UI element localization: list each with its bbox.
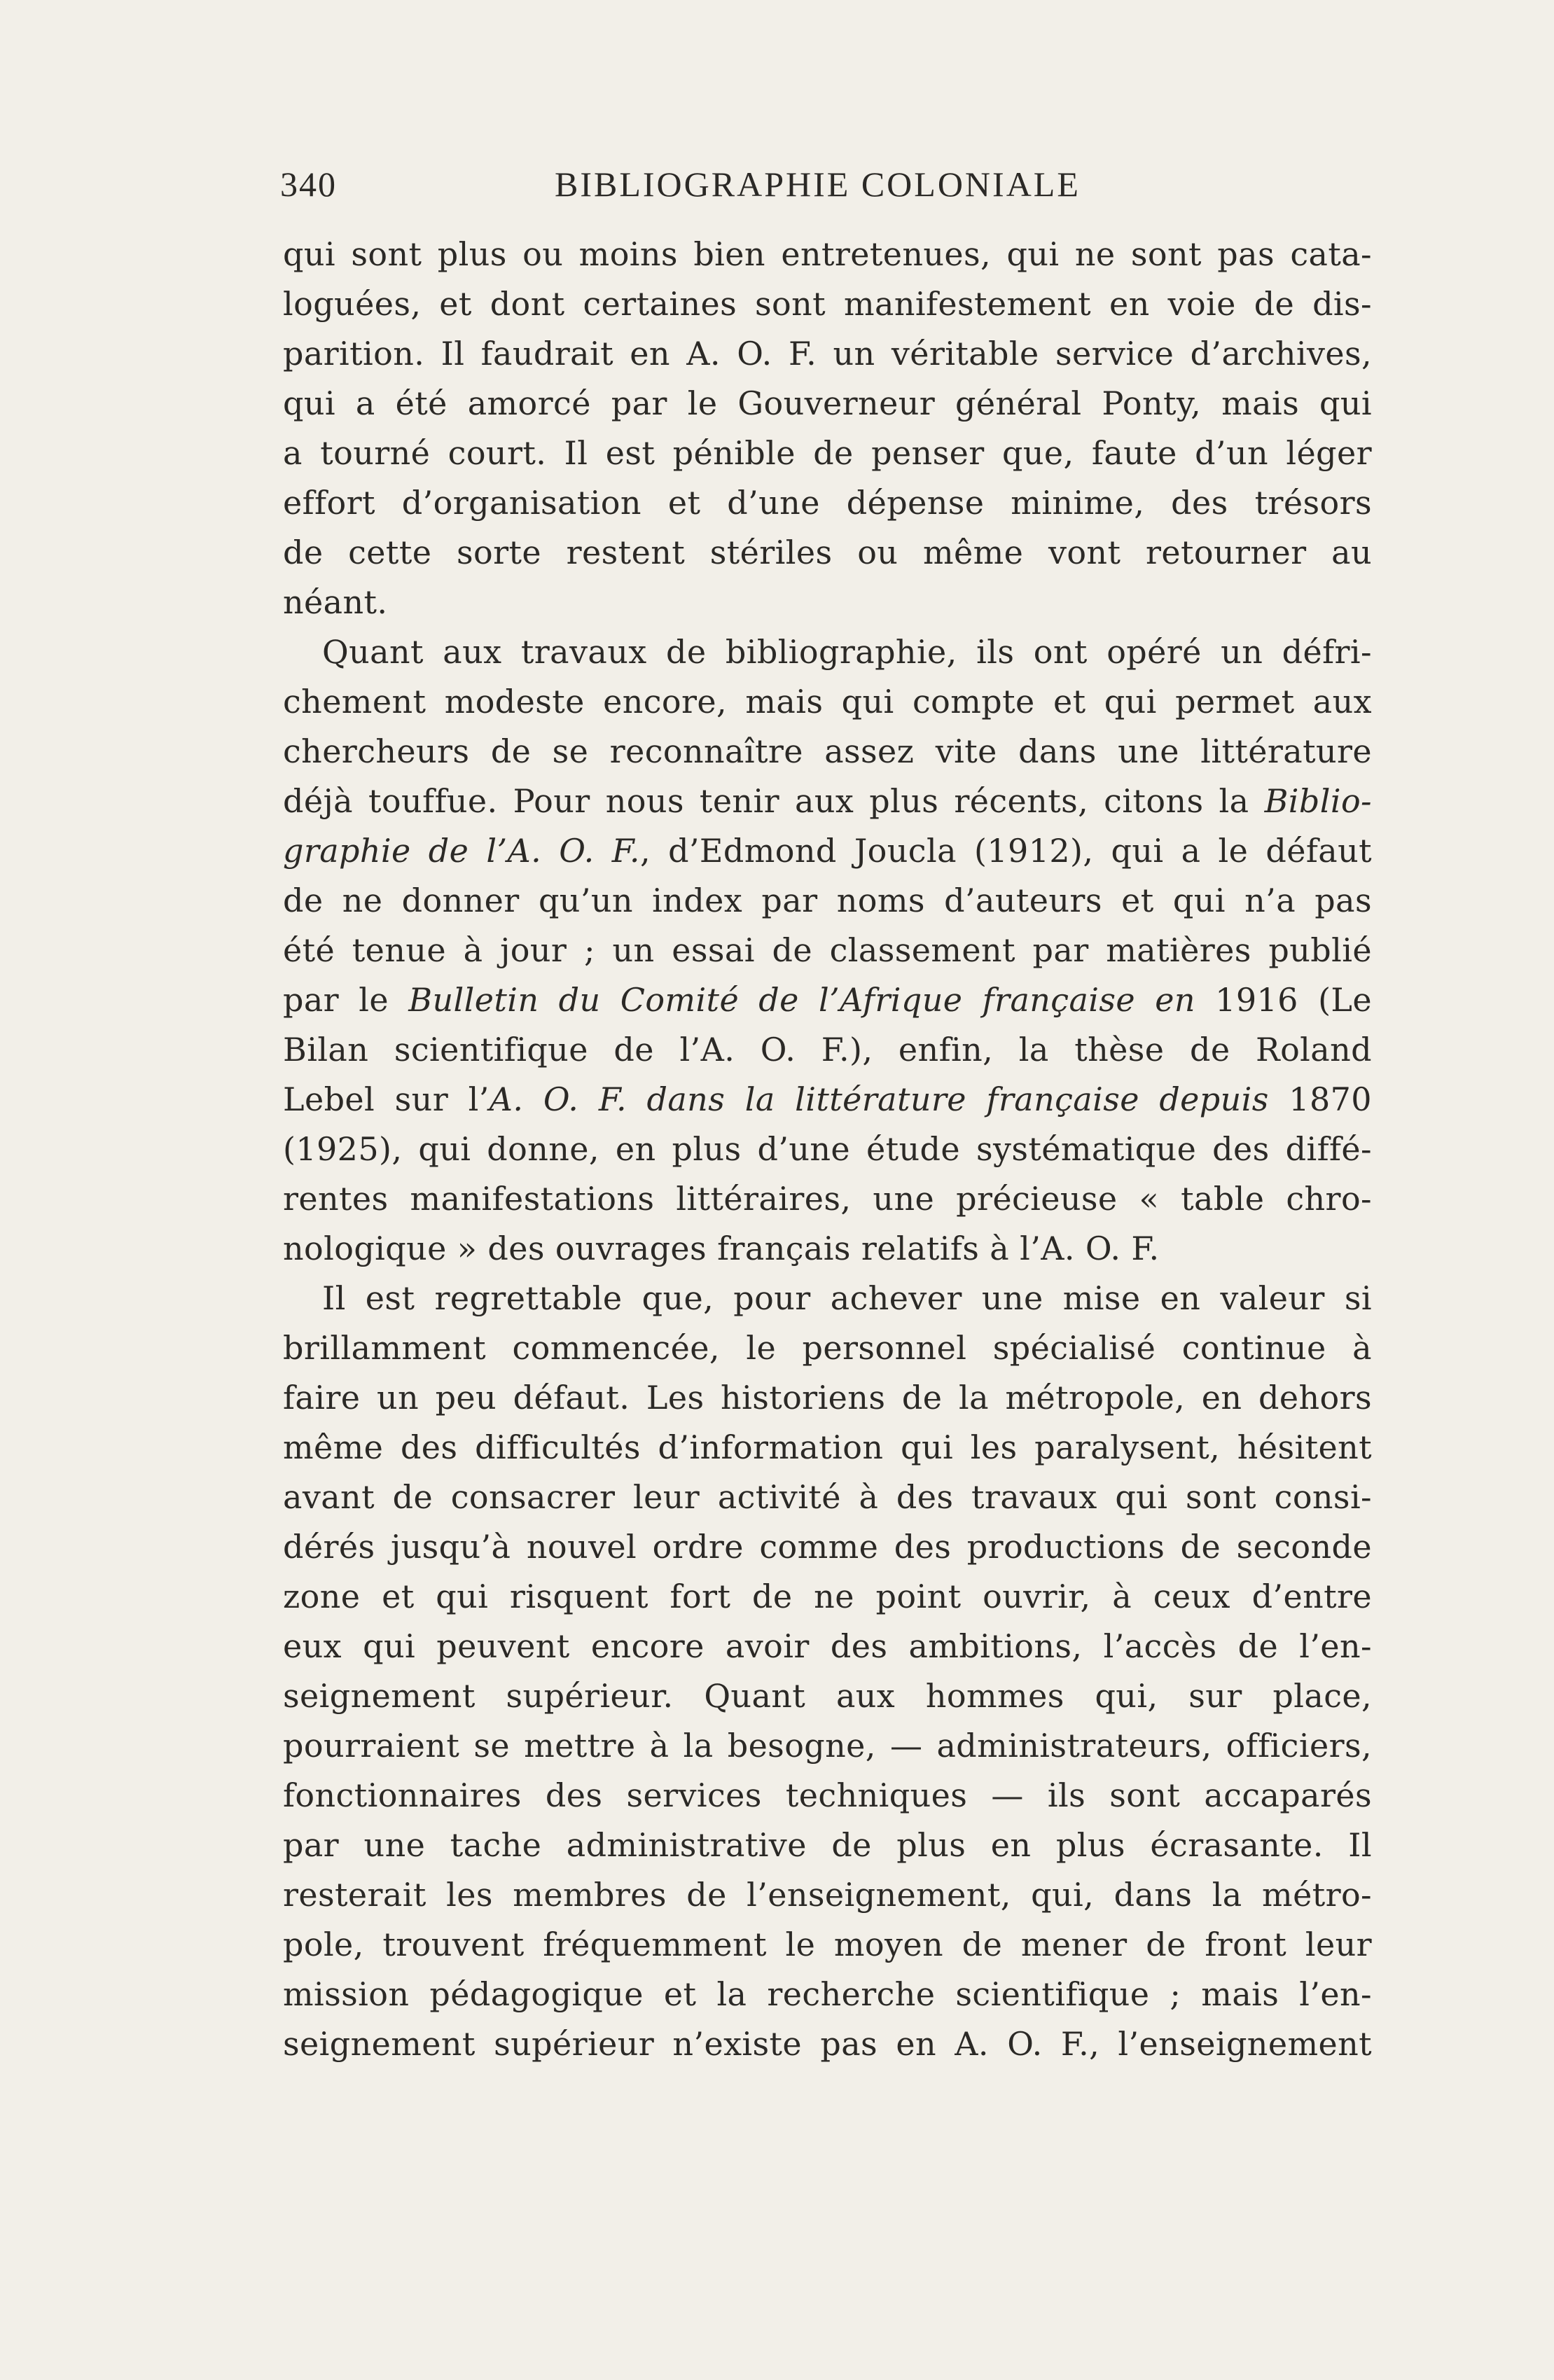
text-line: eux qui peuvent encore avoir des ambitions, l’accès de l’en- <box>283 1627 1372 1665</box>
text-line: parition. Il faudrait en A. O. F. un véritable service d’archives, <box>283 335 1372 373</box>
paragraph-1 <box>283 230 1372 627</box>
text-line <box>283 826 1372 876</box>
text-line: chercheurs de se reconnaître assez vite dans une littérature <box>283 732 1372 770</box>
text-line: mission pédagogique et la recherche scientifique ; mais l’en- <box>283 1975 1372 2013</box>
paragraph-3 <box>283 1274 1372 2069</box>
text-line: été tenue à jour ; un essai de classement par matières publié <box>283 931 1372 969</box>
page-number: 340 <box>280 165 337 204</box>
text-line: par une tache administrative de plus en plus écrasante. Il <box>283 1826 1372 1864</box>
text-line: de ne donner qu’un index par noms d’auteurs et qui n’a pas <box>283 882 1372 919</box>
text-line: brillamment commencée, le personnel spécialisé continue à <box>283 1329 1372 1367</box>
text-segment: 1916 (Le <box>1195 981 1372 1019</box>
text-segment: par le <box>283 981 409 1019</box>
text-line: nologique » des ouvrages français relatifs à l’A. O. F. <box>283 1230 1160 1267</box>
text-line: loguées, et dont certaines sont manifestement en voie de dis- <box>283 285 1372 323</box>
text-line: même des difficultés d’information qui les paralysent, hésitent <box>283 1428 1372 1466</box>
text-line: faire un peu défaut. Les historiens de la métropole, en dehors <box>283 1379 1372 1417</box>
text-line: zone et qui risquent fort de ne point ouvrir, à ceux d’entre <box>283 1578 1372 1615</box>
text-segment: Lebel sur l’ <box>283 1080 490 1118</box>
text-line: chement modeste encore, mais qui compte et qui permet aux <box>283 683 1372 721</box>
text-line: de cette sorte restent stériles ou même vont retourner au <box>283 534 1372 571</box>
text-line: qui a été amorcé par le Gouverneur général Ponty, mais qui <box>283 384 1372 422</box>
text-line: Quant aux travaux de bibliographie, ils ont opéré un défri- <box>322 633 1372 671</box>
text-line: qui sont plus ou moins bien entretenues, qui ne sont pas cata- <box>283 235 1372 273</box>
text-line: néant. <box>283 583 388 621</box>
text-line <box>283 975 1372 1025</box>
text-line: dérés jusqu’à nouvel ordre comme des productions de seconde <box>283 1528 1372 1566</box>
text-line: avant de consacrer leur activité à des travaux qui sont consi- <box>283 1478 1372 1516</box>
book-title-italic: Biblio- <box>1264 782 1372 820</box>
running-head <box>280 160 1121 209</box>
text-line: Il est regrettable que, pour achever une mise en valeur si <box>322 1279 1372 1317</box>
text-line <box>283 1075 1372 1125</box>
text-line: a tourné court. Il est pénible de penser que, faute d’un léger <box>283 434 1372 472</box>
book-title-italic: graphie de l’A. O. F. <box>283 832 640 870</box>
thesis-title-italic: A. O. F. dans la littérature française depuis <box>489 1080 1269 1118</box>
text-line: resterait les membres de l’enseignement, qui, dans la métro- <box>283 1876 1372 1914</box>
body-text <box>283 230 1372 2069</box>
paragraph-2 <box>283 627 1372 1274</box>
text-line: rentes manifestations littéraires, une précieuse « table chro- <box>283 1180 1372 1218</box>
text-line: seignement supérieur n’existe pas en A. O. F., l’enseignement <box>283 2025 1372 2063</box>
text-line: seignement supérieur. Quant aux hommes qui, sur place, <box>283 1677 1372 1715</box>
text-line: pourraient se mettre à la besogne, — administrateurs, officiers, <box>283 1727 1372 1765</box>
journal-title-italic: Bulletin du Comité de l’Afrique française en <box>408 981 1195 1019</box>
text-segment: , d’Edmond Joucla (1912), qui a le défaut <box>639 832 1372 870</box>
text-line: (1925), qui donne, en plus d’une étude systématique des diffé- <box>283 1130 1372 1168</box>
text-line: Bilan scientifique de l’A. O. F.), enfin, la thèse de Roland <box>283 1031 1372 1069</box>
running-title: BIBLIOGRAPHIE COLONIALE <box>555 165 1081 204</box>
text-line: effort d’organisation et d’une dépense minime, des trésors <box>283 484 1372 522</box>
text-segment: déjà touffue. Pour nous tenir aux plus récents, citons la <box>283 782 1265 820</box>
text-line: fonctionnaires des services techniques — ils sont accaparés <box>283 1776 1372 1814</box>
text-segment: 1870 <box>1268 1080 1372 1118</box>
text-line: pole, trouvent fréquemment le moyen de mener de front leur <box>283 1926 1372 1963</box>
text-line <box>283 777 1372 826</box>
